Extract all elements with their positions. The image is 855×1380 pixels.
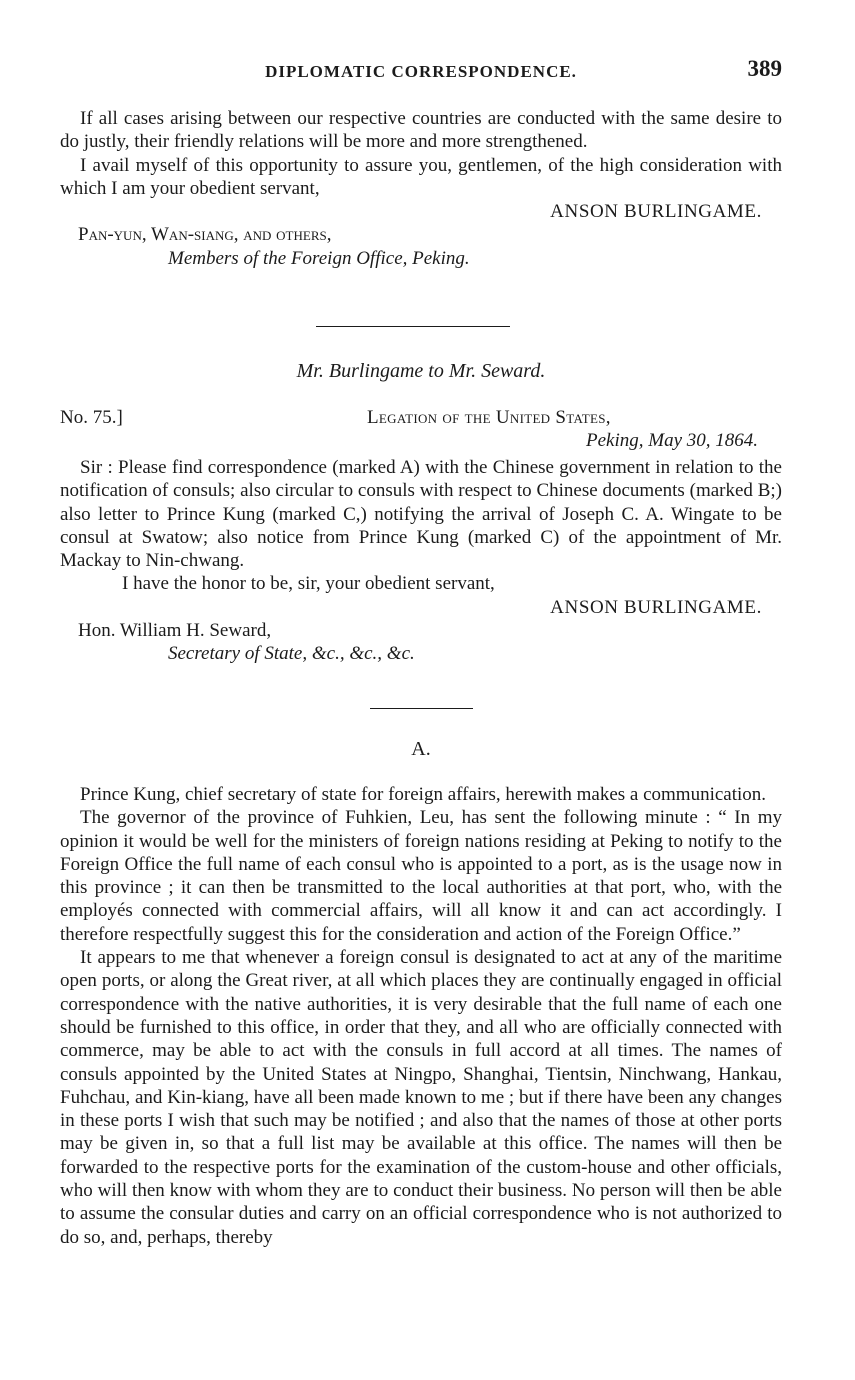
paragraph: I avail myself of this opportunity to assure you, gentlemen, of the high consideration with which I am your obedient servant,	[60, 154, 782, 199]
paragraph: If all cases arising between our respective countries are conducted with the same desire to do justly, their friendly relations will be more and more strengthened.	[60, 108, 782, 153]
paragraph: The governor of the province of Fuhkien, Leu, has sent the following minute : “ In my opinion it would be well for the ministers of foreign nations residing at Peking to notify to the Foreign Office the full name of each consul who is appointed to a port, as is the usage now in this province ; it can then be transmitted to the local authorities at that port, who, with the employés connected with commercial affairs, will all know it and can act accordingly. I therefore respectfully suggest this for the consideration and action of the Foreign Office.”	[60, 807, 782, 945]
paragraph: It appears to me that whenever a foreign consul is designated to act at any of the maritime open ports, or along the Great river, at all which places they are continually engaged in official correspondence with the native authorities, it is very desirable that the full name of each one should be furnished to this office, in order that they, and all who are officially connected with commerce, may be able to act with the consuls in full accord at all times. The names of consuls appointed by the United States at Ningpo, Shanghai, Tientsin, Ninchwang, Hankau, Fuhchau, and Kin-kiang, have all been made known to me ; but if there have been any changes in these ports I wish that such may be notified ; and also that the names of those at other ports may be given in, so that a full list may be available at this office. The names will then be forwarded to the respective ports for the examination of the custom-house and other officials, who will then know with whom they are to conduct their business. No person will then be able to assume the consular duties and carry on an official correspondence who is not authorized to do so, and, perhaps, thereby	[60, 947, 782, 1248]
dispatch-number: No. 75.]	[60, 407, 123, 428]
signature: ANSON BURLINGAME.	[550, 596, 762, 618]
addressee-title: Secretary of State, &c., &c., &c.	[168, 643, 415, 665]
addressee: Pan-yun, Wan-siang, and others,	[78, 224, 332, 246]
enclosure-body	[60, 783, 782, 1249]
letter-closing-section	[60, 107, 782, 270]
section-divider	[370, 708, 473, 709]
page-number: 389	[747, 56, 782, 81]
paragraph: Sir : Please find correspondence (marked A) with the Chinese government in relation to the notification of consuls; also circular to consuls with respect to Chinese documents (marked B;) also letter to Prince Kung (marked C,) notifying the arrival of Joseph C. A. Wingate to be consul at Swatow; also notice from Prince Kung (marked C) of the appointment of Mr. Mackay to Nin-chwang.	[60, 457, 782, 572]
enclosure-heading: A.	[411, 738, 431, 760]
place-date: Peking, May 30, 1864.	[585, 430, 758, 451]
addressee-title: Members of the Foreign Office, Peking.	[168, 247, 470, 269]
addressee: Hon. William H. Seward,	[78, 620, 272, 642]
closing-line: I have the honor to be, sir, your obedient servant,	[122, 573, 495, 595]
signature: ANSON BURLINGAME.	[550, 201, 762, 223]
page-header	[60, 56, 782, 86]
section-divider	[316, 326, 510, 327]
paragraph: Prince Kung, chief secretary of state for foreign affairs, herewith makes a communication.	[80, 784, 767, 805]
legation-line: Legation of the United States,	[367, 407, 611, 428]
letter-heading: Mr. Burlingame to Mr. Seward.	[296, 360, 546, 382]
running-head: DIPLOMATIC CORRESPONDENCE.	[265, 62, 577, 81]
dispatch-body	[60, 456, 782, 666]
